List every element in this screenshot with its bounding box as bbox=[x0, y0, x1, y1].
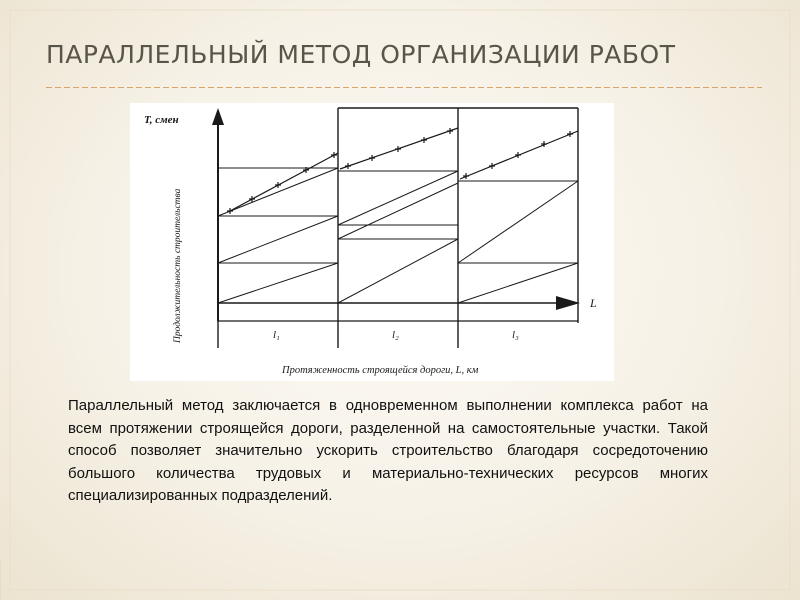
section-3-ticks bbox=[463, 131, 573, 179]
description-paragraph: Параллельный метод заключается в одновременном выполнении комплекса работ на всем протяжении строящейся дороги, разделенной на самостоятельные участки. Такой способ позволяет значительно ускорить строительство благодаря сосредоточению большого количества трудовых и материально-технических ресурсов многих специализированных подразделений. bbox=[68, 397, 708, 504]
section-2-ticks bbox=[345, 128, 453, 169]
x-axis-arrow-icon bbox=[556, 296, 580, 310]
parallel-method-diagram bbox=[130, 103, 614, 381]
y-axis-arrow-icon bbox=[212, 108, 224, 125]
section-2-schedule bbox=[338, 128, 458, 303]
x-axis-title: Протяженность строящейся дороги, L, км bbox=[282, 365, 479, 376]
section-1-schedule bbox=[218, 153, 338, 303]
section-label-3: l₃ bbox=[512, 329, 519, 341]
section-label-2: l₂ bbox=[392, 329, 399, 341]
section-label-1: l₁ bbox=[273, 329, 280, 341]
x-axis bbox=[218, 296, 580, 321]
section-boundaries bbox=[218, 108, 578, 348]
title-underline bbox=[46, 87, 762, 88]
slide-title: ПАРАЛЛЕЛЬНЫЙ МЕТОД ОРГАНИЗАЦИИ РАБОТ bbox=[46, 40, 676, 69]
y-axis-title: Продолжительность строительства bbox=[173, 188, 183, 343]
x-axis-label: L bbox=[590, 296, 597, 310]
y-axis-label: T, смен bbox=[144, 114, 179, 126]
